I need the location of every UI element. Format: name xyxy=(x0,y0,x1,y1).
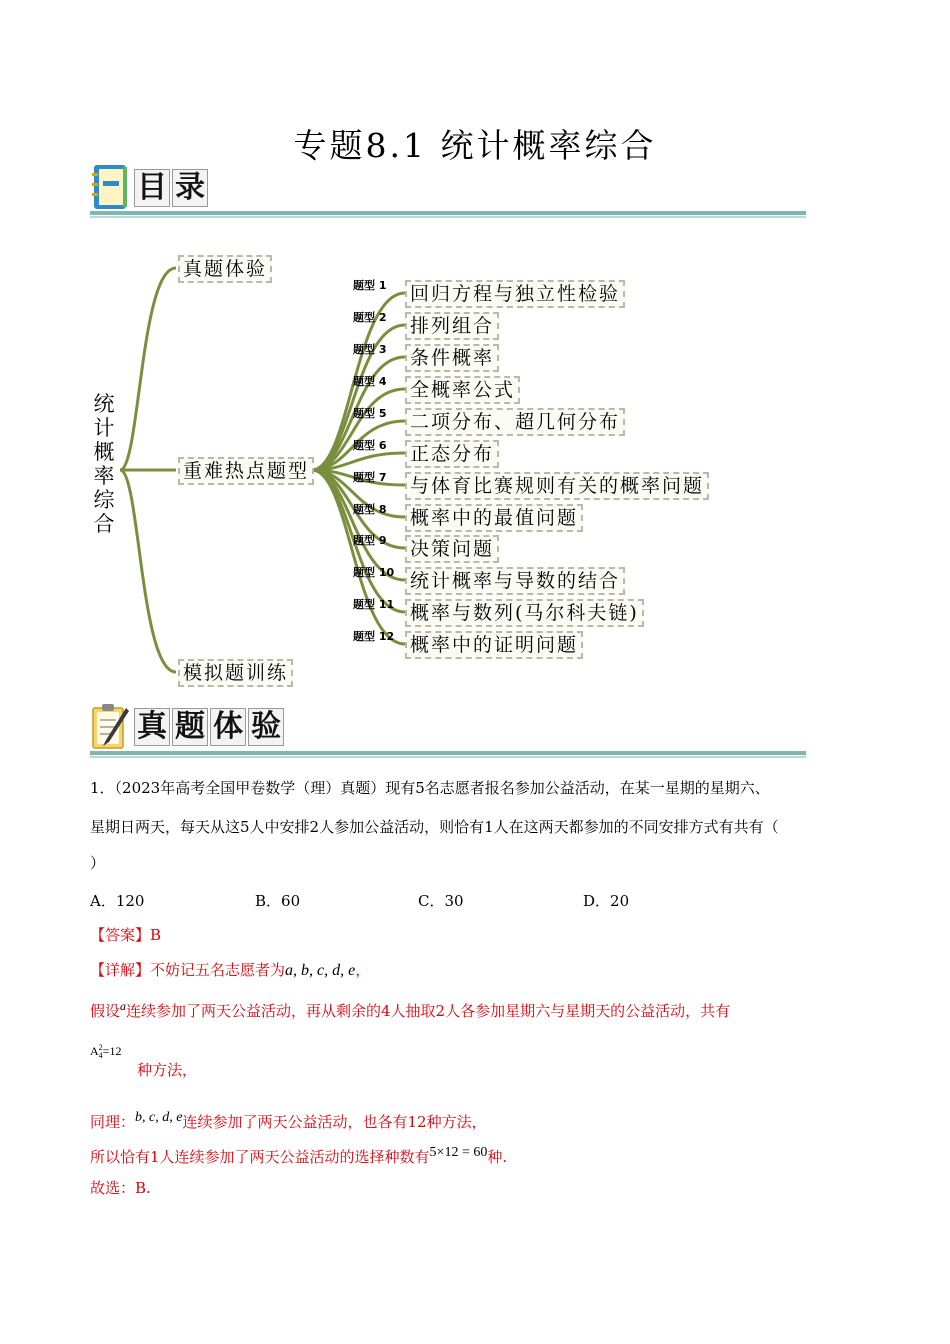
type-tag: 题型 7 xyxy=(353,471,387,484)
formula-base: A xyxy=(90,1044,99,1058)
answer-label: 【答案】 xyxy=(90,926,151,944)
explanation-text: 种. xyxy=(487,1148,508,1166)
explanation-text: 不妨记五名志愿者为 xyxy=(150,961,286,979)
section-heading-char: 真 xyxy=(134,708,170,746)
explanation-text: 连续参加了两天公益活动，再从剩余的4人抽取2人各参加星期六与星期天的公益活动，共有 xyxy=(126,1002,731,1020)
section-heading-char: 验 xyxy=(248,708,284,746)
answer-value: B xyxy=(150,926,162,944)
explanation-text: 同理： xyxy=(90,1113,136,1131)
mindmap-root-char: 统 xyxy=(93,392,115,416)
type-tag: 题型 6 xyxy=(353,439,387,452)
type-box: 正态分布 xyxy=(405,440,499,468)
math-expression: a, b, c, d, e xyxy=(285,962,356,979)
explanation-line-3: 种方法， xyxy=(137,1061,198,1079)
mindmap-root xyxy=(92,392,116,536)
type-tag: 题型 8 xyxy=(353,503,387,516)
mindmap-root-char: 概 xyxy=(93,440,115,464)
type-tag: 题型 4 xyxy=(353,375,387,388)
mindmap-root-char: 综 xyxy=(93,488,115,512)
section-divider xyxy=(90,756,806,758)
explanation-label: 【详解】 xyxy=(90,961,151,979)
explanation-line-1 xyxy=(90,960,370,981)
type-box: 概率中的最值问题 xyxy=(405,504,583,532)
type-box: 概率中的证明问题 xyxy=(405,631,583,659)
type-tag: 题型 11 xyxy=(353,598,395,611)
section-heading-char: 体 xyxy=(210,708,246,746)
toc-heading-char: 录 xyxy=(172,169,208,207)
type-box: 决策问题 xyxy=(405,535,499,563)
option-a: A．120 xyxy=(90,892,145,910)
explanation-line-2 xyxy=(90,996,730,1021)
type-box: 全概率公式 xyxy=(405,376,520,404)
type-box: 二项分布、超几何分布 xyxy=(405,408,625,436)
explanation-line-5 xyxy=(90,1143,507,1167)
toc-heading-char: 目 xyxy=(134,169,170,207)
explanation-text: 连续参加了两天公益活动，也各有 xyxy=(182,1113,408,1131)
type-tag: 题型 1 xyxy=(353,279,387,292)
explanation-line-6: 故选：B. xyxy=(90,1179,151,1197)
type-tag: 题型 12 xyxy=(353,630,395,643)
explanation-line-4 xyxy=(90,1108,487,1132)
math-expression: a xyxy=(120,999,127,1013)
type-tag: 题型 9 xyxy=(353,534,387,547)
explanation-number: 12 xyxy=(407,1113,427,1131)
type-box: 与体育比赛规则有关的概率问题 xyxy=(405,472,709,500)
mindmap-root-char: 率 xyxy=(93,464,115,488)
section-heading-char: 题 xyxy=(172,708,208,746)
formula-a42 xyxy=(90,1044,121,1060)
math-expression: b, c, d, e xyxy=(135,1110,183,1125)
explanation-text: 所以恰有1人连续参加了两天公益活动的选择种数有 xyxy=(90,1148,430,1166)
type-box: 概率与数列(马尔科夫链) xyxy=(405,599,644,627)
answer-line xyxy=(90,925,161,945)
formula-sup: 2 xyxy=(98,1043,103,1053)
mindmap-root-char: 合 xyxy=(93,512,115,536)
question-line: ） xyxy=(90,854,106,872)
mindmap-root-char: 计 xyxy=(93,416,115,440)
formula-eq: =12 xyxy=(102,1044,122,1058)
type-tag: 题型 3 xyxy=(353,343,387,356)
page-title: 专题8.1 统计概率综合 xyxy=(293,126,657,165)
explanation-text: ， xyxy=(355,961,371,979)
option-b: B．60 xyxy=(255,892,301,910)
type-tag: 题型 10 xyxy=(353,566,395,579)
mindmap-branch-zhenti: 真题体验 xyxy=(178,255,272,283)
section-divider xyxy=(90,751,806,755)
type-box: 回归方程与独立性检验 xyxy=(405,280,625,308)
option-c: C．30 xyxy=(418,892,464,910)
mindmap-branch-moni: 模拟题训练 xyxy=(178,659,293,687)
type-tag: 题型 5 xyxy=(353,407,387,420)
option-d: D．20 xyxy=(583,892,630,910)
type-box: 统计概率与导数的结合 xyxy=(405,567,625,595)
formula-sub: 4 xyxy=(98,1051,103,1061)
type-tag: 题型 2 xyxy=(353,311,387,324)
notepad-pen-icon xyxy=(90,702,130,750)
type-box: 条件概率 xyxy=(405,344,499,372)
question-line: 1．（2023年高考全国甲卷数学（理）真题）现有5名志愿者报名参加公益活动，在某一星期的星期六、 xyxy=(90,779,770,797)
explanation-text: 假设 xyxy=(90,1002,121,1020)
mindmap-branch-zhongnan: 重难热点题型 xyxy=(178,457,314,485)
explanation-text: 种方法， xyxy=(426,1113,487,1131)
question-line: 星期日两天，每天从这5人中安排2人参加公益活动，则恰有1人在这两天都参加的不同安排方式有共有（ xyxy=(90,818,779,836)
math-expression: 5×12 = 60 xyxy=(429,1145,488,1160)
type-box: 排列组合 xyxy=(405,312,499,340)
